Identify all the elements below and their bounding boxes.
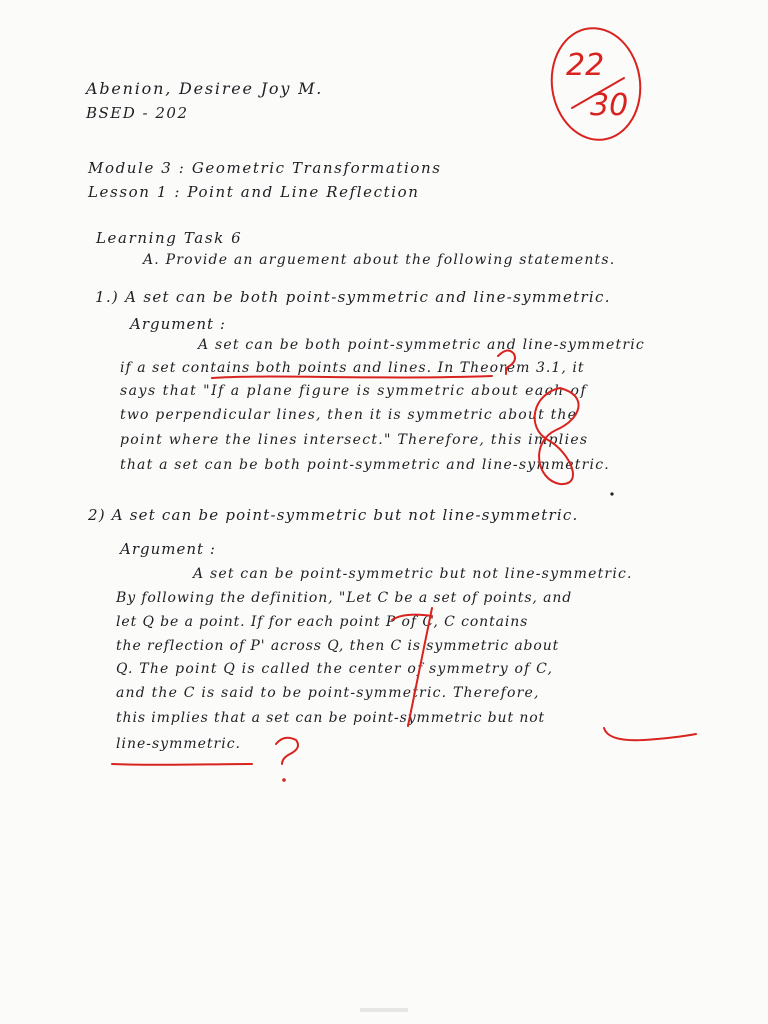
item-1-line-1: A set can be both point-symmetric and line-symmetric [198,337,645,353]
question-dot [282,778,286,782]
underline-contains [212,376,492,378]
item-2-line-1: A set can be point-symmetric but not line-symmetric. [193,566,633,582]
item-2-line-6: and the C is said to be point-symmetric. Therefore, [116,685,540,701]
item-2-line-7: this implies that a set can be point-symmetric but not [116,710,546,726]
item-2-argument-label: Argument : [120,540,216,558]
item-1-statement: 1.) A set can be both point-symmetric and line-symmetric. [95,288,611,306]
scanner-footer-mark [360,1008,408,1012]
grade-score: 22 [566,48,605,83]
task-instruction: A. Provide an arguement about the following statements. [143,252,616,268]
item-2-statement: 2) A set can be point-symmetric but not line-symmetric. [88,506,579,524]
item-2-line-8: line-symmetric. [116,736,242,752]
task-title: Learning Task 6 [96,229,243,247]
item-1-line-2: if a set contains both points and lines. In Theorem 3.1, it [120,360,585,376]
student-section: BSED - 202 [86,104,189,122]
underline-but-not [604,728,696,740]
grade-total: 30 [590,88,629,123]
item-1-line-3: says that "If a plane figure is symmetric about each of [120,383,588,399]
item-1-line-4: two perpendicular lines, then it is symmetric about the [120,407,578,423]
item-1-line-5: point where the lines intersect." Therefore, this implies [120,432,589,448]
lesson-title: Lesson 1 : Point and Line Reflection [88,183,420,201]
item-1-line-6: that a set can be both point-symmetric and line-symmetric. [120,457,610,473]
student-name: Abenion, Desiree Joy M. [86,79,324,98]
item-2-line-3: let Q be a point. If for each point P of C, C contains [116,614,529,630]
grade-circle [545,22,648,145]
module-title: Module 3 : Geometric Transformations [88,159,442,177]
item-1-argument-label: Argument : [130,315,226,333]
item-2-line-4: the reflection of P' across Q, then C is symmetric about [116,638,560,654]
stray-dot [610,492,613,495]
item-2-line-5: Q. The point Q is called the center of symmetry of C, [116,661,554,677]
underline-line-symmetric [112,764,252,765]
big-question-mark [276,738,298,764]
item-2-line-2: By following the definition, "Let C be a set of points, and [116,590,573,606]
